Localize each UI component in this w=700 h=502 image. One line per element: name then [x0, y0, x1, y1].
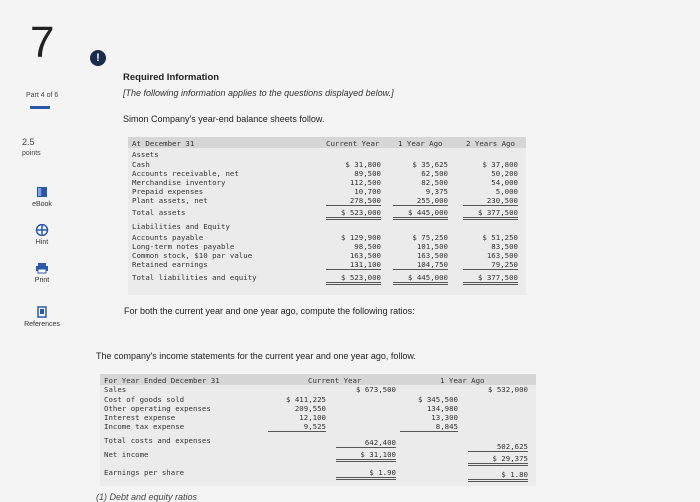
- cell-value: $ 129,900: [340, 233, 381, 242]
- col-header-label: At December 31: [132, 139, 195, 148]
- cell-value: 9,525: [268, 422, 326, 432]
- references-button[interactable]: [22, 306, 62, 328]
- cell-value: 50,200: [491, 169, 518, 178]
- row-label: Interest expense: [104, 413, 176, 422]
- row-label: Long-term notes payable: [132, 242, 235, 251]
- income-statement-intro: The company's income statements for the current year and one year ago, follow.: [96, 351, 416, 361]
- cell-value: 10,700: [354, 187, 381, 196]
- debt-equity-ratios-heading: (1) Debt and equity ratios: [96, 492, 198, 502]
- cell-value: $ 523,000: [326, 273, 381, 285]
- col-header-label: For Year Ended December 31: [104, 376, 220, 385]
- row-label: Accounts payable: [132, 233, 204, 242]
- sales-current: $ 673,500: [355, 385, 396, 394]
- cell-value: $ 37,800: [482, 160, 518, 169]
- points-label: points: [22, 150, 41, 157]
- cell-value: $ 377,500: [463, 273, 518, 285]
- eps-label: Earnings per share: [104, 468, 185, 477]
- row-label: Common stock, $10 par value: [132, 251, 253, 260]
- ebook-icon: [35, 186, 49, 198]
- row-label: Cost of goods sold: [104, 395, 185, 404]
- points-box: [22, 137, 41, 159]
- assets-heading: Assets: [132, 150, 159, 159]
- cell-value: 163,500: [486, 251, 518, 260]
- cell-value: 62,500: [421, 169, 448, 178]
- cell-value: 12,100: [299, 413, 326, 422]
- eps-current: $ 1.90: [336, 468, 396, 480]
- cell-value: 230,500: [463, 196, 518, 206]
- cell-value: 209,550: [294, 404, 326, 413]
- col-header-current: Current Year: [326, 139, 380, 148]
- cell-value: $ 411,225: [285, 395, 326, 404]
- cell-value: 5,000: [495, 187, 518, 196]
- cell-value: 134,980: [426, 404, 458, 413]
- income-statement-table: [100, 374, 536, 486]
- row-label: Retained earnings: [132, 260, 208, 269]
- col-header-prior: 1 Year Ago: [440, 376, 485, 385]
- compute-instruction: For both the current year and one year ago, compute the following ratios:: [124, 306, 415, 316]
- hint-label: Hint: [35, 239, 49, 246]
- net-income-current: $ 31,100: [336, 450, 396, 462]
- col-header-2yr: 2 Years Ago: [466, 139, 515, 148]
- row-label: Cash: [132, 160, 150, 169]
- references-icon: [35, 306, 49, 318]
- ebook-label: eBook: [32, 201, 52, 208]
- cell-value: $ 51,250: [482, 233, 518, 242]
- total-costs-prior: 502,625: [468, 442, 528, 452]
- col-header-current: Current Year: [308, 376, 362, 385]
- cell-value: 89,500: [354, 169, 381, 178]
- print-label: Print: [34, 277, 50, 284]
- left-sidebar: [0, 0, 80, 502]
- print-icon: [35, 262, 49, 274]
- cell-value: 163,500: [349, 251, 381, 260]
- cell-value: 79,250: [463, 260, 518, 270]
- hint-icon: [35, 224, 49, 236]
- col-header-1yr: 1 Year Ago: [398, 139, 443, 148]
- net-income-prior: $ 29,375: [468, 454, 528, 466]
- required-info-note: [The following information applies to the questions displayed below.]: [123, 88, 394, 98]
- hint-button[interactable]: [22, 224, 62, 246]
- cell-value: 83,500: [491, 242, 518, 251]
- cell-value: $ 523,000: [326, 208, 381, 220]
- row-label: Plant assets, net: [132, 196, 208, 205]
- row-label: Prepaid expenses: [132, 187, 204, 196]
- cell-value: 112,500: [349, 178, 381, 187]
- ebook-button[interactable]: [22, 186, 62, 208]
- cell-value: 255,000: [393, 196, 448, 206]
- balance-sheet-table: [128, 137, 526, 295]
- liabilities-heading: Liabilities and Equity: [132, 222, 230, 231]
- cell-value: $ 445,000: [393, 273, 448, 285]
- cell-value: 163,500: [416, 251, 448, 260]
- cell-value: 82,500: [421, 178, 448, 187]
- row-label: Merchandise inventory: [132, 178, 226, 187]
- cell-value: $ 345,500: [417, 395, 458, 404]
- sales-prior: $ 532,000: [487, 385, 528, 394]
- cell-value: $ 445,000: [393, 208, 448, 220]
- points-value: 2.5: [22, 137, 35, 147]
- required-info-title: Required Information: [123, 72, 220, 83]
- cell-value: 8,845: [400, 422, 458, 432]
- part-progress-bar: [30, 106, 50, 109]
- total-costs-label: Total costs and expenses: [104, 436, 211, 445]
- cell-value: $ 377,500: [463, 208, 518, 220]
- total-liab-label: Total liabilities and equity: [132, 273, 257, 282]
- cell-value: 278,500: [326, 196, 381, 206]
- sales-label: Sales: [104, 385, 127, 394]
- row-label: Accounts receivable, net: [132, 169, 239, 178]
- cell-value: 13,300: [431, 413, 458, 422]
- print-button[interactable]: [22, 262, 62, 284]
- cell-value: 104,750: [393, 260, 448, 270]
- cell-value: 54,000: [491, 178, 518, 187]
- cell-value: 101,500: [416, 242, 448, 251]
- cell-value: 98,500: [354, 242, 381, 251]
- total-assets-label: Total assets: [132, 208, 186, 217]
- question-number: 7: [30, 18, 55, 67]
- cell-value: $ 35,625: [412, 160, 448, 169]
- total-costs-current: 642,400: [336, 438, 396, 448]
- part-indicator: Part 4 of 6: [26, 92, 59, 99]
- cell-value: $ 75,250: [412, 233, 448, 242]
- references-label: References: [24, 321, 60, 328]
- eps-prior: $ 1.80: [468, 470, 528, 482]
- net-income-label: Net income: [104, 450, 149, 459]
- balance-sheet-intro: Simon Company's year-end balance sheets follow.: [123, 114, 325, 124]
- cell-value: $ 31,800: [345, 160, 381, 169]
- cell-value: 131,100: [326, 260, 381, 270]
- row-label: Other operating expenses: [104, 404, 211, 413]
- alert-icon: !: [90, 50, 106, 66]
- row-label: Income tax expense: [104, 422, 185, 431]
- cell-value: 9,375: [425, 187, 448, 196]
